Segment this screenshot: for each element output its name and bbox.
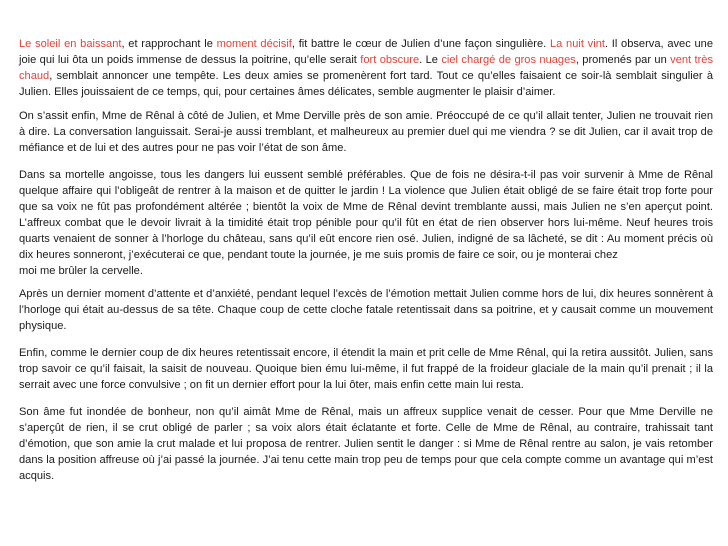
- highlight-phrase: moment décisif: [216, 38, 292, 50]
- paragraph-last-line: moi me brûler la cervelle.: [19, 264, 143, 277]
- highlight-phrase: ciel chargé de gros nuages: [441, 54, 576, 66]
- text-segment: , fit battre le cœur de Julien d’une façon singulière.: [291, 38, 550, 50]
- text-segment: , et rapprochant le: [121, 38, 217, 50]
- paragraph-5: [19, 345, 713, 393]
- document-body: [19, 36, 713, 492]
- text-segment: On s’assit enfin, Mme de Rênal à côté de Julien, et Mme Derville près de son amie. Préoccupé de ce qu’il allait tenter, Julien ne trouvait rien à dire. La conversation languissait. Serai-je aussi tremblant, et malheureux au premier duel qui me viendra ? se dit Julien, car il avait trop de méfiance et de lui et des autres pour ne pas voir l’état de son âme.: [19, 109, 713, 154]
- highlight-phrase: La nuit vint: [549, 38, 605, 50]
- highlight-phrase: vent très chaud: [19, 54, 714, 82]
- text-segment: Enfin, comme le dernier coup de dix heures retentissait encore, il étendit la main et prit celle de Mme Rênal, qui la retira aussitôt. Julien, sans trop savoir ce qu’il faisait, la saisit de nouveau. Quoique bien ému lui-même, il fut frappé de la froideur glaciale de la main qu’il prenait ; il la serrait avec une force convulsive ; on fit un dernier effort pour la lui ôter, mais enfin cette main lui resta.: [19, 347, 713, 391]
- text-segment: , promenés par un: [575, 54, 671, 66]
- text-segment: Dans sa mortelle angoisse, tous les dangers lui eussent semblé préférables. Que de fois ne désira-t-il pas voir survenir à Mme de Rênal quelque affaire qui l’obligeât de rentrer à la maison et de quitter le jardin ! La violence que Julien était obligé de se faire était trop forte pour que sa voix ne fût pas profondément altérée ; bientôt la voix de Mme de Rênal devint tremblante aussi, mais Julien ne s’en aperçut point. L’affreux combat que le devoir livrait à la timidité était trop pénible pour qu’il fût en état de rien observer hors lui-même. Neuf heures trois quarts venaient de sonner à l’horloge du château, sans qu’il eût encore rien osé. Julien, indigné de sa lâcheté, se dit : Au moment précis où dix heures sonneront, j’exécuterai ce que, pendant toute la journée, je me suis promis de faire ce soir, ou je monterai chez: [19, 168, 713, 261]
- text-segment: Son âme fut inondée de bonheur, non qu’il aimât Mme de Rênal, mais un affreux supplice venait de cesser. Pour que Mme Derville ne s’aperçût de rien, il se crut obligé de parler ; sa voix alors était éclatante et forte. Celle de Mme de Rênal, au contraire, trahissait tant d’émotion, que son amie la crut malade et lui proposa de rentrer. Julien sentit le danger : si Mme de Rênal rentre au salon, je vais retomber dans la position affreuse où j’ai passé la journée. J’ai tenu cette main trop peu de temps pour que cela compte comme un avantage qui m’est acquis.: [19, 406, 713, 482]
- text-segment: , semblait annoncer une tempête. Les deux amies se promenèrent fort tard. Tout ce qu’elles faisaient ce soir-là semblait singulier à Julien. Elles jouissaient de ce temps, qui, pour certaines âmes délicates, semble augmenter le plaisir d’aimer.: [19, 70, 713, 98]
- text-segment: . Il observa, avec une joie qui lui ôta un poids immense de dessus la poitrine, qu’elle serait: [19, 38, 714, 66]
- paragraph-4: [19, 286, 713, 334]
- highlight-phrase: fort obscure: [360, 54, 420, 66]
- paragraph-1: [19, 36, 713, 100]
- highlight-phrase: Le soleil en baissant: [19, 38, 122, 50]
- text-segment: Après un dernier moment d’attente et d’anxiété, pendant lequel l’excès de l’émotion mettait Julien comme hors de lui, dix heures sonnèrent à l’horloge qui était au-dessus de sa tête. Chaque coup de cette cloche fatale retentissait dans sa poitrine, et y causait comme un mouvement physique.: [19, 288, 713, 332]
- paragraph-3: [19, 167, 713, 279]
- text-segment: . Le: [419, 54, 442, 66]
- paragraph-2: [19, 108, 713, 156]
- paragraph-6: [19, 404, 713, 484]
